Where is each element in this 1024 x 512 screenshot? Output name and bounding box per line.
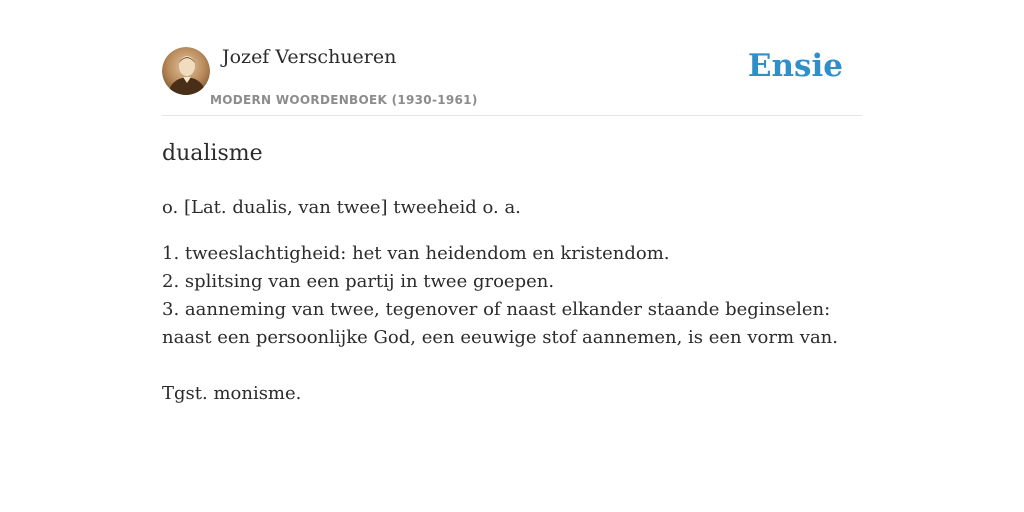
- definition-item: 2. splitsing van een partij in twee groepen.: [162, 271, 555, 292]
- author-avatar[interactable]: [162, 47, 210, 95]
- entry-card: [162, 40, 862, 404]
- entry-etymology: o. [Lat. dualis, van twee] tweeheid o. a.: [162, 197, 521, 218]
- entry-headword: dualisme: [162, 141, 263, 166]
- author-name[interactable]: Jozef Verschueren: [222, 46, 397, 68]
- entry-header: [162, 40, 862, 116]
- ensie-logo[interactable]: Ensie: [747, 48, 843, 84]
- entry-content: [162, 194, 862, 408]
- definition-item: 3. aanneming van twee, tegenover of naast elkander staande beginselen: naast een persoonlijke God, een eeuwige stof aannemen, is een vorm van.: [162, 299, 838, 348]
- entry-see-also: Tgst. monisme.: [162, 383, 302, 404]
- source-label[interactable]: MODERN WOORDENBOEK (1930-1961): [210, 93, 478, 107]
- author-portrait-icon: [162, 47, 210, 95]
- definition-item: 1. tweeslachtigheid: het van heidendom en kristendom.: [162, 243, 670, 264]
